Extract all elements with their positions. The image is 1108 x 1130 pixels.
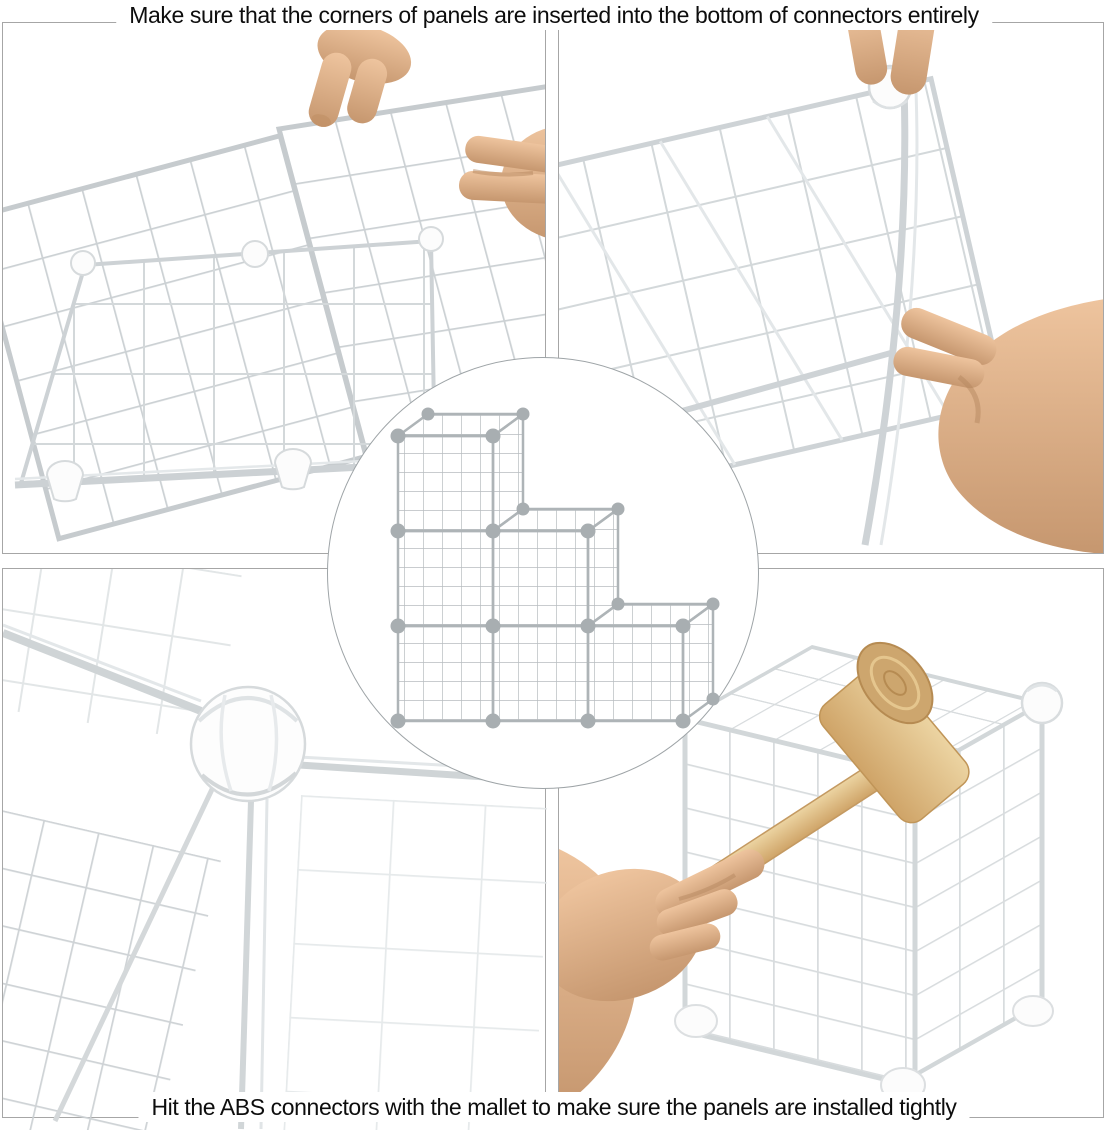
- assembled-unit-inset: [327, 357, 759, 789]
- ball-connector: [1022, 683, 1062, 723]
- assembled-unit-illustration: [328, 358, 758, 788]
- hand-graphic: [891, 299, 1104, 554]
- bottom-caption: Hit the ABS connectors with the mallet to make sure the panels are installed tightly: [138, 1092, 969, 1122]
- top-caption: Make sure that the corners of panels are inserted into the bottom of connectors entirely: [116, 0, 992, 30]
- wire-panel-faint: [283, 795, 547, 1130]
- connector-foot: [47, 461, 83, 501]
- ball-connector-large: [191, 687, 305, 801]
- cube-unit-front-faces: [398, 436, 683, 721]
- connector-foot: [275, 449, 311, 489]
- wire-panel-fan: [3, 807, 221, 1130]
